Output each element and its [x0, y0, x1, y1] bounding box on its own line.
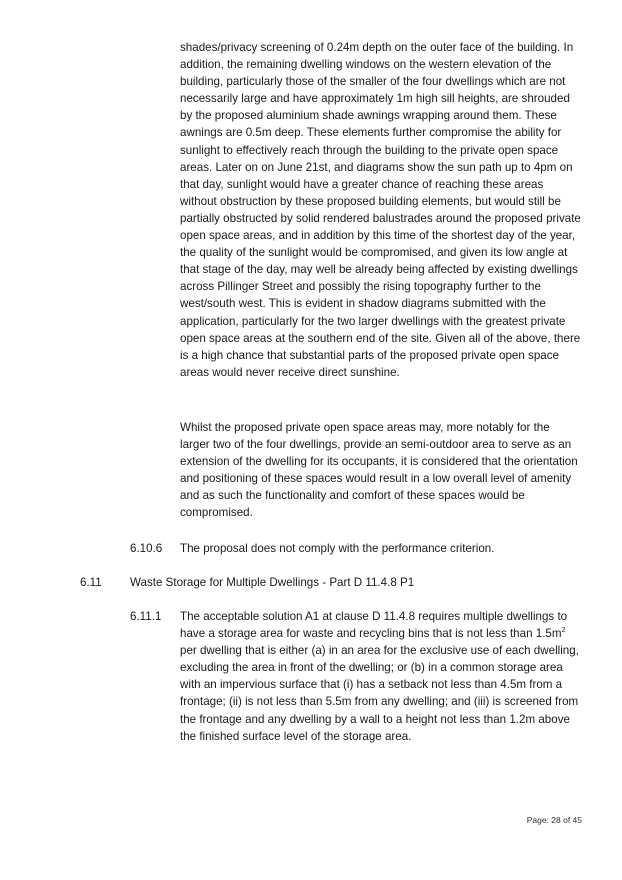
page-number: Page: 28 of 45 — [526, 815, 582, 825]
body-paragraph-sunlight: shades/privacy screening of 0.24m depth on the outer face of the building. In addition, the remaining dwelling windows on the western elevation of the building, particularly those of the smaller of the four dwellings which are not necessarily large and have approximately 1m high sill heights, are shrouded by the proposed aluminium shade awnings wrapping around them. These awnings are 0.5m deep. These elements further compromise the ability for sunlight to effectively reach through the building to the private open space areas. Later on on June 21st, and diagrams show the sun path up to 4pm on that day, sunlight would have a greater chance of reaching these areas without obstruction by these proposed building elements, but would still be partially obstructed by solid rendered balustrades around the proposed private open space areas, and in addition by this time of the shortest day of the year, the quality of the sunlight would be compromised, and given its low angle at that stage of the day, may well be already being affected by existing dwellings across Pillinger Street and possibly the rising topography further to the west/south west. This is evident in shadow diagrams submitted with the application, particularly for the two larger dwellings with the greatest private open space areas at the southern end of the site. Given all of the above, there is a high chance that substantial parts of the proposed private open space areas would never receive direct sunshine. — [180, 41, 581, 379]
section-number: 6.11 — [80, 576, 102, 589]
clause-number: 6.10.6 — [130, 542, 163, 555]
clause-text-part-1: The acceptable solution A1 at clause D 11.4.8 requires multiple dwellings to have a storage area for waste and recycling bins that is not less than 1.5m — [180, 610, 568, 641]
clause-number: 6.11.1 — [130, 610, 162, 623]
section-title: Waste Storage for Multiple Dwellings - Part D 11.4.8 P1 — [130, 576, 415, 589]
clause-text-part-2: per dwelling that is either (a) in an area for the exclusive use of each dwelling, excluding the area in front of the dwelling; or (b) in a common storage area with an impervious surface that (i) has a setback not less than 4.5m from a frontage; (ii) is not less than 5.5m from any dwelling; and (iii) is screened from the frontage and any dwelling by a wall to a height not less than 1.2m above the finished surface level of the storage area. — [180, 644, 579, 743]
clause-text: The proposal does not comply with the performance criterion. — [180, 542, 495, 555]
clause-text — [180, 608, 584, 745]
superscript-squared: 2 — [561, 627, 566, 635]
body-paragraph-amenity: Whilst the proposed private open space areas may, more notably for the larger two of the four dwellings, provide an semi-outdoor area to serve as an extension of the dwelling for its occupants, it is considered that the orientation and positioning of these spaces would result in a low overall level of amenity and as such the functionality and comfort of these spaces would be compromised. — [180, 421, 578, 520]
